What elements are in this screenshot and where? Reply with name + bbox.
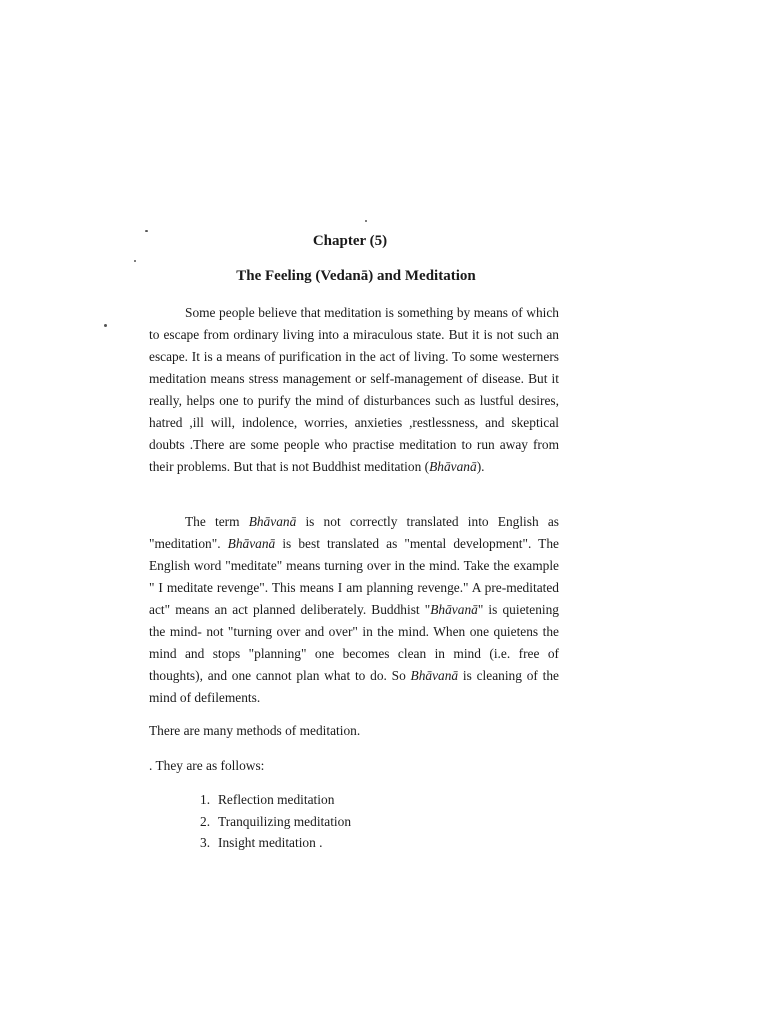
paragraph-intro xyxy=(149,302,559,478)
paragraph-text: is best translated as "mental development". The English word "meditate" means turning over in the mind. Take the example " I meditate revenge". This means I am planning revenge." A pre-meditated act" means an act planned deliberately. Buddhist " xyxy=(149,536,559,617)
list-item xyxy=(200,811,351,833)
paragraph-text: " is quietening the mind- not "turning over and over" in the mind. When one quietens the mind and stops "planning" one becomes clean in mind (i.e. free of thoughts), and one cannot plan what to do. So xyxy=(149,602,559,683)
paragraph-text: is not correctly translated into English as "meditation". xyxy=(149,514,559,551)
list-item-number: 3. xyxy=(200,835,211,850)
paragraph-text: The term xyxy=(185,514,249,529)
chapter-number-heading: Chapter (5) xyxy=(312,233,388,249)
scan-speck xyxy=(145,230,148,232)
term-bhavana: Bhāvanā xyxy=(429,459,477,474)
list-item-number: 1. xyxy=(200,792,211,807)
scan-speck xyxy=(365,220,367,222)
list-item-label: Tranquilizing meditation xyxy=(218,813,352,829)
paragraph-methods-intro: There are many methods of meditation. xyxy=(149,723,361,738)
list-item-label: Reflection meditation xyxy=(218,792,335,807)
scan-speck xyxy=(104,324,107,327)
chapter-title: The Feeling (Vedanā) and Meditation xyxy=(236,268,476,284)
paragraph-text: Some people believe that meditation is something by means of which to escape from ordinary living into a miraculous state. But it is not such an escape. It is a means of purification in the act of living. To some westerners meditation means stress management or self-management of disease. But it really, helps one to purify the mind of disturbances such as lustful desires, hatred ,ill will, indolence, worries, anxieties ,restlessness, and skeptical doubts .There are some people who practise meditation to run away from their problems. But that is not Buddhist meditation ( xyxy=(149,305,559,474)
term-bhavana: Bhāvanā xyxy=(248,514,297,529)
list-item xyxy=(200,789,351,811)
paragraph-methods-lead: . They are as follows: xyxy=(149,758,265,773)
scan-speck xyxy=(134,260,136,262)
term-bhavana: Bhāvanā xyxy=(410,668,459,683)
list-item-number: 2. xyxy=(200,813,211,829)
paragraph-bhavana-definition xyxy=(149,511,559,709)
list-item-label: Insight meditation . xyxy=(218,835,323,850)
paragraph-text: ). xyxy=(476,459,485,474)
list-item xyxy=(200,832,351,854)
meditation-methods-list xyxy=(200,789,351,854)
term-bhavana: Bhāvanā xyxy=(430,602,478,617)
term-bhavana: Bhāvanā xyxy=(227,536,276,551)
paragraph-text: is cleaning of the mind of defilements. xyxy=(149,668,559,705)
